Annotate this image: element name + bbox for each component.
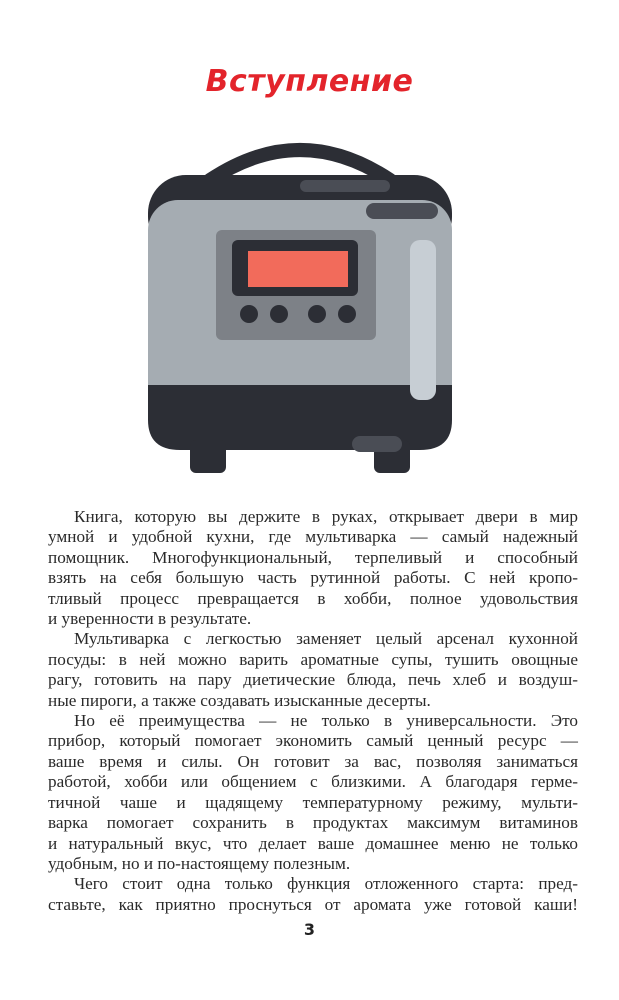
text-line: ваше время и силы. Он готовит за вас, позволяя заниматься bbox=[48, 751, 578, 771]
text-line: посуды: в ней можно варить ароматные супы, тушить овощные bbox=[48, 649, 578, 669]
text-line: варка помогает сохранить в продуктах максимум витаминов bbox=[48, 813, 578, 833]
text-line: Мультиварка с легкостью заменяет целый арсенал кухонной bbox=[74, 629, 578, 649]
text-line: тливый процесс превращается в хобби, полное удовольствия bbox=[48, 588, 578, 608]
page-number: 3 bbox=[303, 920, 316, 939]
text-line: и натуральный вкус, что делает ваше домашнее меню не только bbox=[48, 833, 578, 853]
text-line: прибор, который помогает экономить самый ценный ресурс — bbox=[48, 731, 578, 751]
text-line: рагу, готовить на пару диетические блюда, печь хлеб и воздуш- bbox=[48, 670, 578, 690]
text-line: помощник. Многофункциональный, терпеливый и способный bbox=[48, 547, 578, 567]
display-screen bbox=[248, 251, 348, 287]
text-line: ные пироги, а также создавать изысканные десерты. bbox=[48, 690, 431, 710]
text-line: Книга, которую вы держите в руках, открывает двери в мир bbox=[74, 507, 578, 526]
text-line: тичной чаше и щадящему температурному режиму, мульти- bbox=[48, 792, 578, 812]
text-line: Чего стоит одна только функция отложенного старта: пред- bbox=[74, 874, 578, 894]
text-line: взять на себя большую часть рутинной работы. С ней кропо- bbox=[48, 568, 578, 588]
text-line: Но её преимущества — не только в универсальности. Это bbox=[74, 711, 578, 731]
chapter-title: Вступление bbox=[205, 64, 414, 99]
multicooker-illustration bbox=[140, 140, 460, 485]
body-text bbox=[48, 507, 578, 915]
multicooker-icon bbox=[140, 140, 460, 480]
text-line: и уверенности в результате. bbox=[48, 609, 252, 629]
text-line: умной и удобной кухни, где мультиварка — самый надежный bbox=[48, 527, 578, 547]
text-line: работой, хобби или общением с близкими. А благодаря герме- bbox=[48, 772, 578, 792]
text-line: удобным, но и по-настоящему полезным. bbox=[48, 853, 351, 873]
text-line: ставьте, как приятно проснуться от аромата уже готовой каши! bbox=[48, 894, 578, 914]
